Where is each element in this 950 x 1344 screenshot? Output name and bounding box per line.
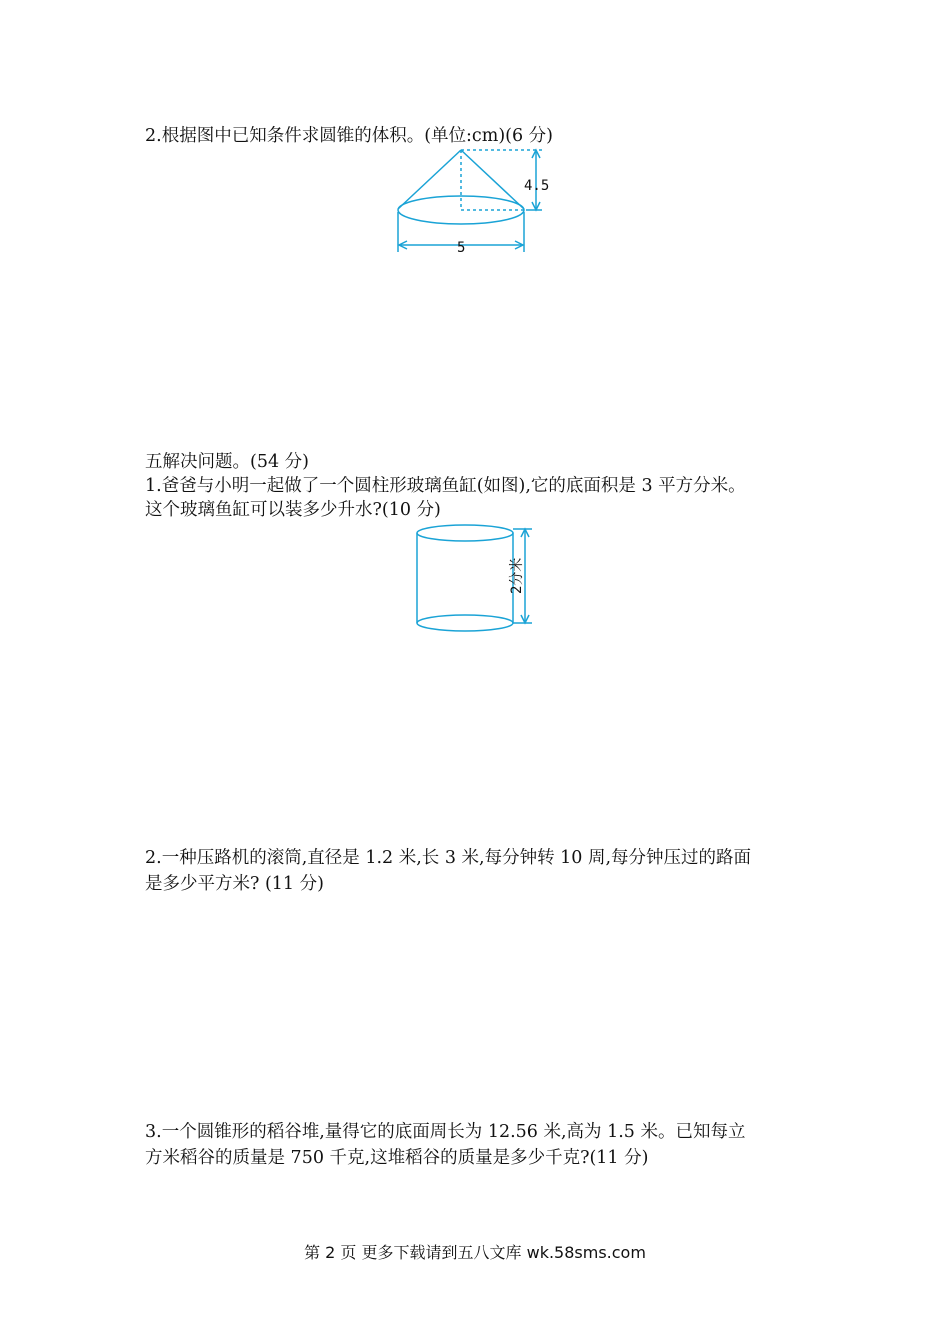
question-5-3-line2: 方米稻谷的质量是 750 千克,这堆稻谷的质量是多少千克?(11 分)	[145, 1148, 649, 1168]
cone-left-edge	[398, 150, 461, 209]
cylinder-figure	[410, 520, 550, 635]
cylinder-height-label: 2分米	[509, 557, 525, 594]
page-footer: 第 2 页 更多下载请到五八文库 wk.58sms.com	[304, 1243, 646, 1262]
cone-figure	[390, 140, 560, 260]
question-5-2-line1: 2.一种压路机的滚筒,直径是 1.2 米,长 3 米,每分钟转 10 周,每分钟压过的路面	[145, 848, 752, 868]
question-5-3-line1: 3.一个圆锥形的稻谷堆,量得它的底面周长为 12.56 米,高为 1.5 米。已知每立	[145, 1122, 746, 1142]
question-4-2: 2.根据图中已知条件求圆锥的体积。(单位:cm)(6 分)	[145, 126, 553, 146]
cone-height-label: 4.5	[524, 178, 550, 194]
cone-right-edge	[461, 150, 524, 209]
cylinder-top	[417, 525, 513, 541]
cylinder-bottom	[417, 615, 513, 631]
question-5-1-line2: 这个玻璃鱼缸可以装多少升水?(10 分)	[145, 500, 441, 520]
section-5-title: 五解决问题。(54 分)	[145, 452, 309, 472]
question-5-1-line1: 1.爸爸与小明一起做了一个圆柱形玻璃鱼缸(如图),它的底面积是 3 平方分米。	[145, 476, 746, 496]
cone-diameter-label: 5	[457, 240, 466, 256]
question-5-2-line2: 是多少平方米? (11 分)	[145, 874, 324, 894]
